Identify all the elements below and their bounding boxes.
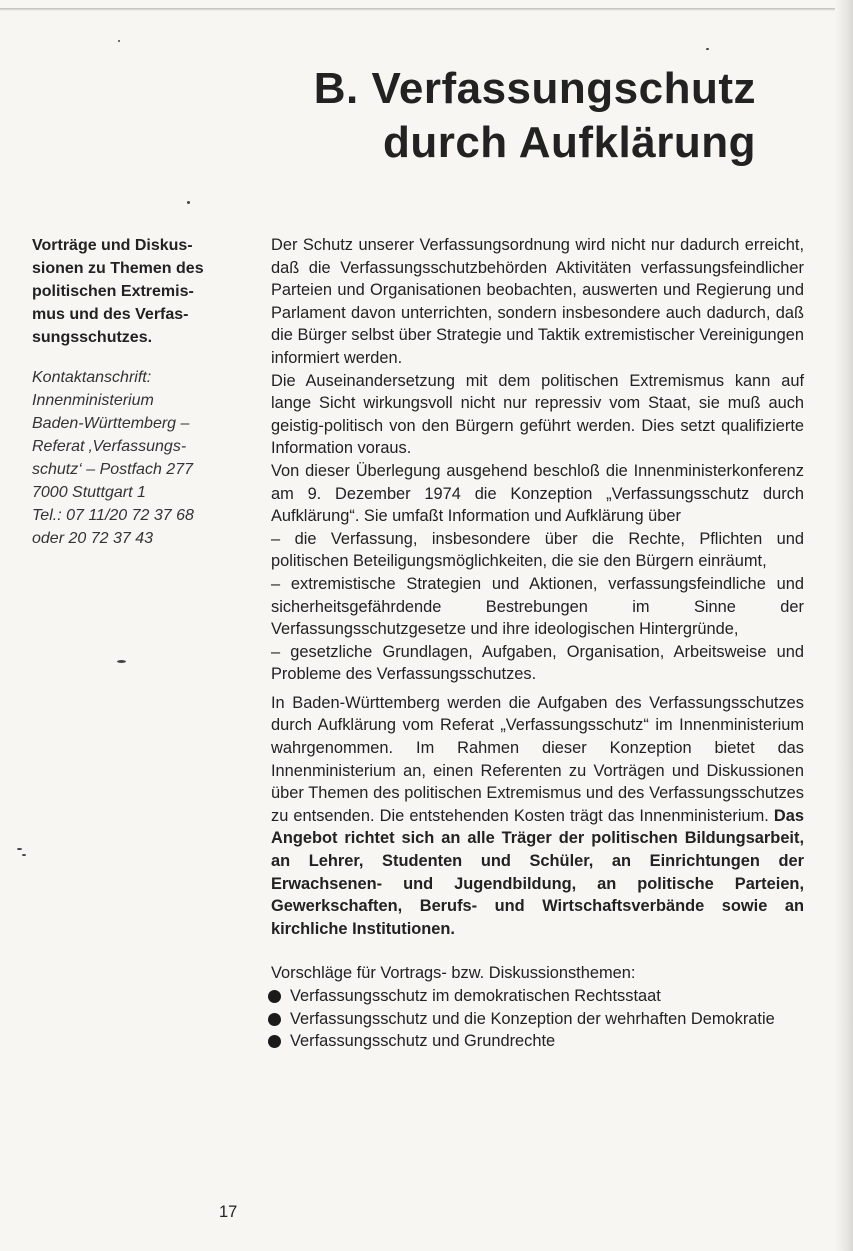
page-title — [314, 62, 756, 170]
bullet-icon — [268, 1035, 281, 1048]
contact-line: Tel.: 07 11/20 72 37 68 — [32, 507, 194, 524]
contact-line: schutz‘ – Postfach 277 — [32, 461, 193, 478]
dash-item: – die Verfassung, insbesondere über die Rechte, Pflichten und politischen Beteiligungsmöglichkeiten, die sie den Bürgern einräumt, — [271, 529, 804, 571]
bullet-icon — [268, 1013, 281, 1026]
paragraph-3: Von dieser Überlegung ausgehend beschloß die Innenministerkonferenz am 9. Dezember 1974 die Konzeption „Verfassungsschutz durch Aufklärung“. Sie umfaßt Information und Aufklärung über — [271, 461, 804, 526]
topic-label: Verfassungsschutz und Grundrechte — [290, 1032, 556, 1051]
topic-label: Verfassungsschutz und die Konzeption der wehrhaften Demokratie — [290, 1009, 775, 1028]
contact-line: Kontaktanschrift: — [32, 369, 152, 386]
main-text — [271, 234, 804, 1053]
contact-line: Innenministerium — [32, 392, 154, 409]
scan-edge-top — [0, 8, 853, 11]
scan-speck — [17, 848, 22, 850]
scan-edge-right — [835, 0, 853, 1251]
paragraph-4 — [271, 692, 804, 941]
topic-item — [271, 1030, 804, 1053]
offer-statement: Das Angebot richtet sich an alle Träger der politischen Bildungsarbeit, an Lehrer, Studenten und Schüler, an Einrichtungen der Erwachsenen- und Jugendbildung, an politische Parteien, Gewerkschaften, Berufs- und Wirtschaftsverbände sowie an kirchliche Institutionen. — [271, 806, 804, 938]
topics-intro: Vorschläge für Vortrags- bzw. Diskussionsthemen: — [271, 964, 636, 983]
scan-speck — [706, 48, 709, 50]
contact-address — [32, 366, 247, 550]
scan-speck — [22, 854, 26, 856]
contact-line: oder 20 72 37 43 — [32, 530, 153, 547]
paragraph-1: Der Schutz unserer Verfassungsordnung wird nicht nur dadurch erreicht, daß die Verfassungsschutzbehörden Aktivitäten verfassungsfeindlicher Parteien und Organisationen beobachten, auswerten und Regierung und Parlament davon unterrichten, sondern insbesondere auch dadurch, daß die Bürger selbst über Strategie und Taktik extremistischer Vereinigungen informiert werden. — [271, 236, 804, 367]
sidebar — [32, 234, 247, 550]
contact-line: Referat ‚Verfassungs- — [32, 438, 187, 455]
page-number: 17 — [219, 1203, 238, 1221]
scan-speck — [118, 40, 120, 42]
sidebar-heading: Vorträge und Diskus- sionen zu Themen des politischen Extremis- mus und des Verfas- sungsschutzes. — [32, 237, 204, 346]
title-line-2: durch Aufklärung — [382, 118, 756, 167]
paragraph-4-text: In Baden-Württemberg werden die Aufgaben des Verfassungsschutzes durch Aufklärung vom Referat „Verfassungsschutz“ im Innenministerium wahrgenommen. Im Rahmen dieser Konzeption bietet das Innenministerium an, einen Referenten zu Vorträgen und Diskussionen über Themen des politischen Extremismus und des Verfassungsschutzes zu entsenden. Die entstehenden Kosten trägt das Innenministerium. — [271, 693, 804, 825]
topic-item — [271, 1008, 804, 1031]
contact-line: 7000 Stuttgart 1 — [32, 484, 146, 501]
dash-item: – gesetzliche Grundlagen, Aufgaben, Organisation, Arbeitsweise und Probleme des Verfassungsschutzes. — [271, 642, 804, 684]
contact-line: Baden-Württemberg – — [32, 415, 190, 432]
topic-label: Verfassungsschutz im demokratischen Rechtsstaat — [290, 987, 661, 1005]
scan-speck — [187, 201, 190, 204]
paragraph-2: Die Auseinandersetzung mit dem politischen Extremismus kann auf lange Sicht wirkungsvoll nicht nur repressiv vom Staat, sie muß auch geistig-politisch von den Bürgern geführt werden. Dies setzt qualifizierte Information voraus. — [271, 371, 804, 458]
bullet-icon — [268, 990, 281, 1003]
scan-speck — [117, 660, 126, 663]
dash-item: – extremistische Strategien und Aktionen, verfassungsfeindliche und sicherheitsgefährdende Bestrebungen im Sinne der Verfassungsschutzgesetze und ihre ideologischen Hintergründe, — [271, 574, 804, 639]
title-line-1: B. Verfassungschutz — [313, 64, 756, 113]
topic-item — [271, 985, 804, 1008]
